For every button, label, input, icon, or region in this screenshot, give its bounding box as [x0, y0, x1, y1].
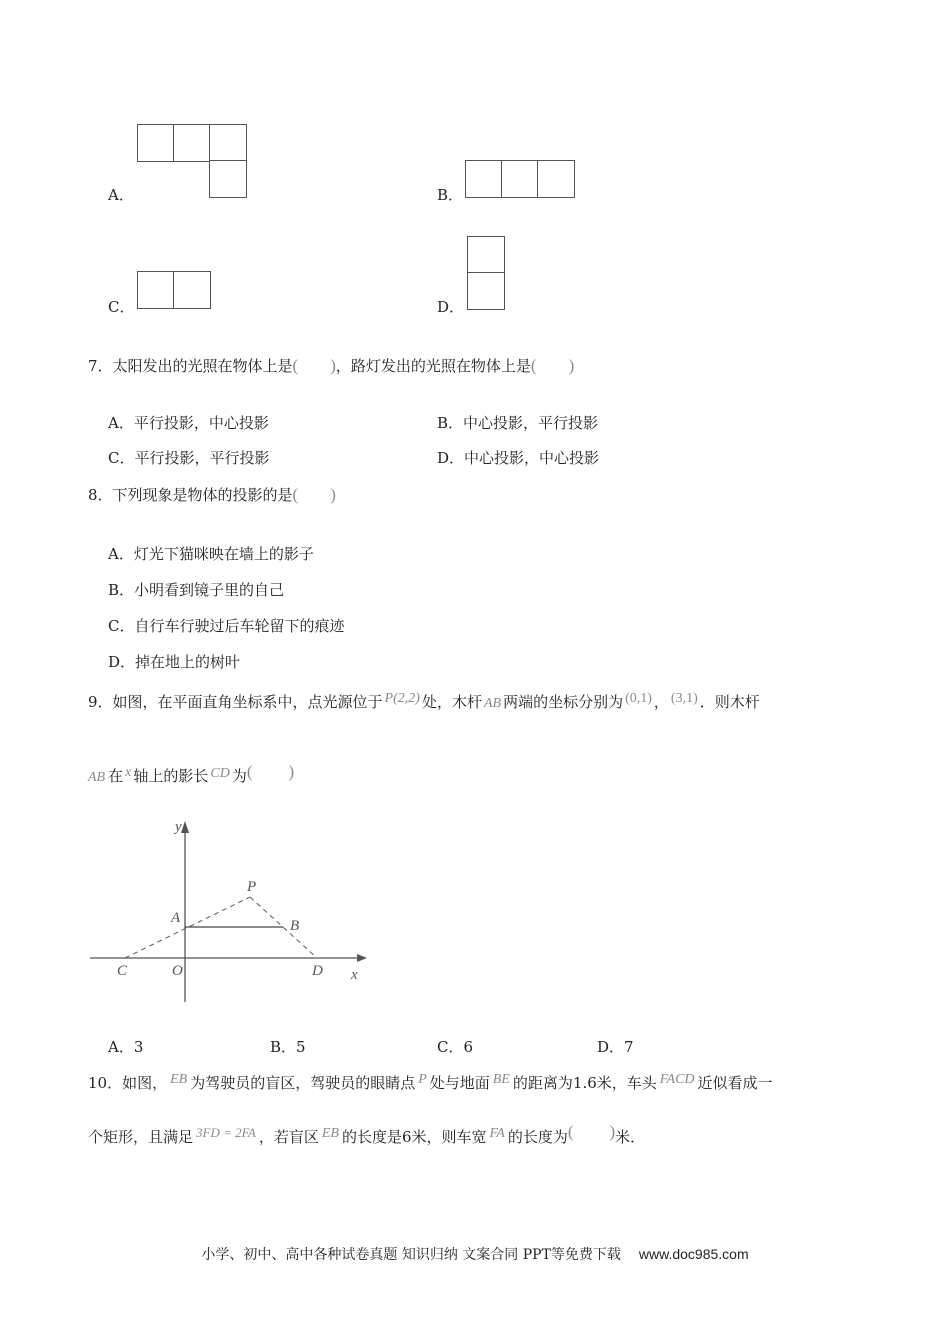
q8-stem: 8．下列现象是物体的投影的是( )	[88, 485, 336, 504]
x-axis-arrow-icon	[357, 954, 367, 962]
q9-stem-line1: 9．如图，在平面直角坐标系中，点光源位于 P(2,2) 处，木杆 AB 两端的坐标分别为 (0,1) ， (3,1) ．则木杆	[88, 691, 760, 711]
q8-option-a: A．灯光下猫咪映在墙上的影子	[108, 545, 314, 563]
q9-option-a: A．3	[108, 1038, 144, 1056]
q7-option-b: B．中心投影，平行投影	[437, 414, 599, 432]
y-axis-arrow-icon	[181, 821, 189, 833]
footer-url[interactable]: www.doc985.com	[638, 1246, 749, 1262]
label-o: O	[172, 963, 183, 979]
q6-option-a-label: A．	[108, 186, 134, 204]
q9-coordinate-figure	[85, 815, 375, 1010]
label-b: B	[290, 918, 300, 934]
q7-option-d: D．中心投影，中心投影	[437, 449, 600, 467]
label-c: C	[117, 963, 128, 979]
footer-text: 小学、初中、高中各种试卷真题 知识归纳 文案合同 PPT等免费下载	[201, 1247, 621, 1263]
q6-option-b-label: B．	[437, 186, 464, 204]
q6-option-d-label: D．	[437, 298, 465, 316]
page-footer	[0, 1244, 950, 1264]
q8-option-b: B．小明看到镜子里的自己	[108, 581, 285, 599]
label-d: D	[312, 963, 323, 979]
q6-option-c-label: C．	[108, 298, 135, 316]
label-x: x	[351, 967, 358, 983]
q7-option-c: C．平行投影，平行投影	[108, 449, 270, 467]
q9-option-d: D．7	[597, 1038, 634, 1056]
q9-option-c: C．6	[437, 1038, 474, 1056]
q7-stem: 7．太阳发出的光照在物体上是( )，路灯发出的光照在物体上是( )	[88, 356, 575, 375]
q9-stem-line2: AB 在 x 轴上的影长 CD 为( )	[88, 762, 295, 785]
q7-option-a: A．平行投影，中心投影	[108, 414, 269, 432]
q10-stem-line2: 个矩形，且满足 3FD = 2FA ，若盲区 EB 的长度是6米，则车宽 FA 的长度为( )米．	[88, 1122, 646, 1146]
label-y: y	[175, 819, 182, 835]
q10-stem-line1: 10．如图， EB 为驾驶员的盲区，驾驶员的眼睛点 P 处与地面 BE 的距离为1.6米，车头 FACD 近似看成一	[88, 1072, 773, 1092]
label-a: A	[171, 910, 181, 926]
q8-option-d: D．掉在地上的树叶	[108, 653, 241, 671]
q9-option-b: B．5	[270, 1038, 306, 1056]
label-p: P	[247, 879, 257, 895]
q8-option-c: C．自行车行驶过后车轮留下的痕迹	[108, 617, 345, 635]
